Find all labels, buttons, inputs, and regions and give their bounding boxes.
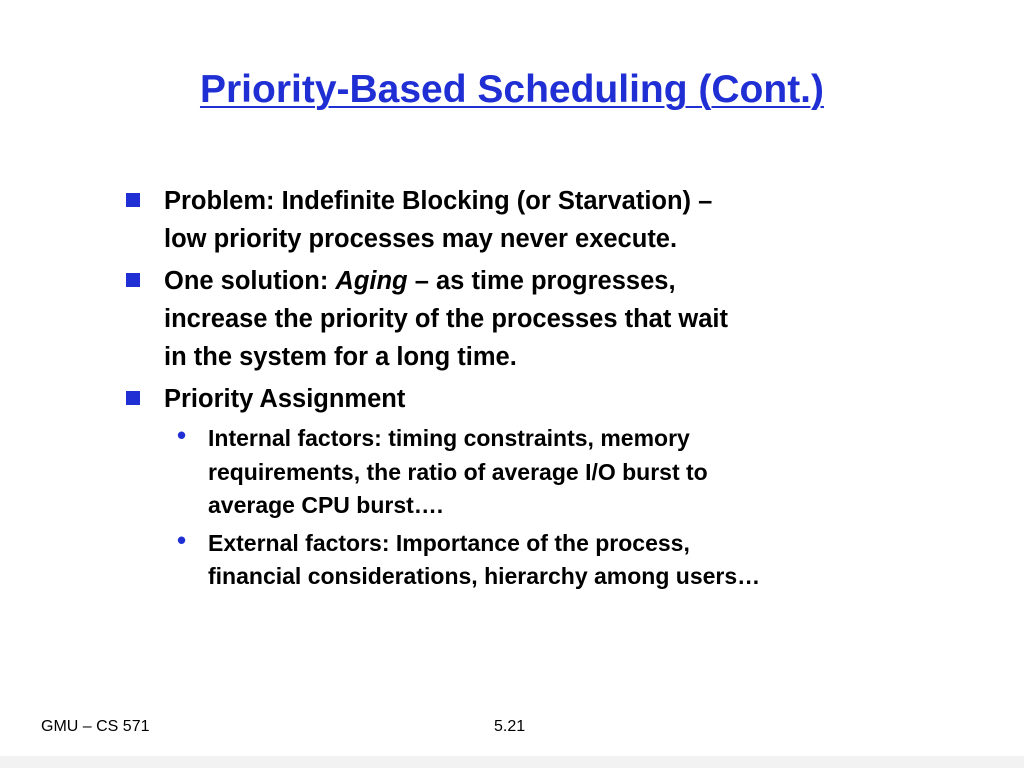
bullet-item-priority-assignment bbox=[125, 380, 885, 418]
sub-bullet-internal-factors bbox=[177, 420, 885, 523]
sub-bullet-list bbox=[125, 422, 885, 594]
bullet-prefix: One solution: bbox=[164, 267, 336, 295]
bullet-line: Problem: Indefinite Blocking (or Starvation) – bbox=[164, 187, 713, 215]
sub-bullet-line: Internal factors: timing constraints, memory bbox=[208, 425, 690, 451]
bullet-line: increase the priority of the processes that wait bbox=[164, 305, 729, 333]
bullet-item-solution bbox=[125, 262, 885, 376]
sub-bullet-line: financial considerations, hierarchy among users… bbox=[208, 563, 761, 589]
square-bullet-icon bbox=[126, 273, 140, 287]
sub-bullet-external-factors bbox=[177, 524, 885, 594]
sub-bullet-line: average CPU burst…. bbox=[208, 492, 444, 518]
slide-title: Priority-Based Scheduling (Cont.) bbox=[199, 68, 825, 111]
sub-bullet-line: requirements, the ratio of average I/O burst to bbox=[208, 458, 708, 485]
round-bullet-icon: • bbox=[177, 420, 187, 450]
bottom-bar bbox=[0, 756, 1024, 768]
bullet-line: Priority Assignment bbox=[164, 385, 406, 413]
footer-page-number: 5.21 bbox=[494, 718, 526, 735]
bullet-emphasis: Aging bbox=[335, 267, 408, 295]
bullet-suffix: – as time progresses, bbox=[407, 267, 676, 295]
bullet-line: in the system for a long time. bbox=[164, 343, 517, 371]
bullet-list bbox=[125, 182, 885, 598]
footer-course: GMU – CS 571 bbox=[41, 718, 150, 735]
square-bullet-icon bbox=[126, 193, 140, 207]
sub-bullet-line: External factors: Importance of the process, bbox=[208, 529, 690, 556]
bullet-line: low priority processes may never execute. bbox=[164, 225, 678, 253]
round-bullet-icon: • bbox=[177, 524, 187, 555]
bullet-item-problem bbox=[125, 182, 885, 258]
square-bullet-icon bbox=[126, 391, 140, 405]
